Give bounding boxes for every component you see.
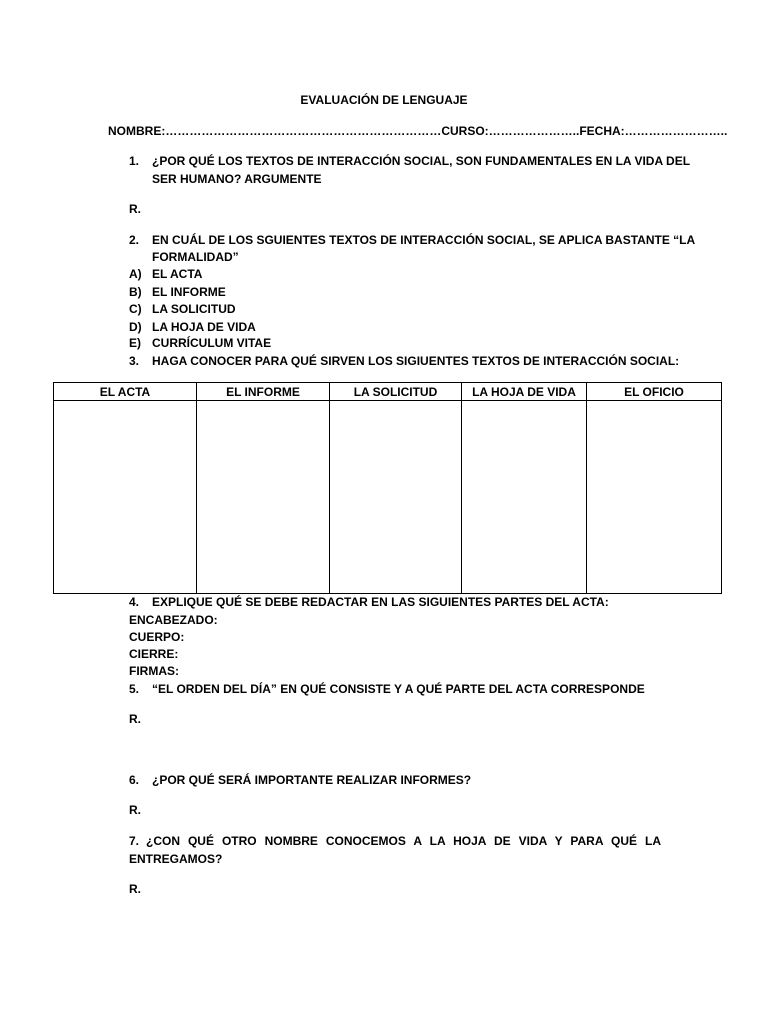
question-3-number: 3. — [129, 354, 140, 368]
option-d-letter: D) — [129, 320, 142, 334]
acta-part-encabezado: ENCABEZADO: — [129, 613, 218, 627]
table-answer-row — [54, 401, 722, 594]
option-b-letter: B) — [129, 285, 142, 299]
answer-cell[interactable] — [197, 401, 330, 594]
question-5-text: “EL ORDEN DEL DÍA” EN QUÉ CONSISTE Y A QUÉ PARTE DEL ACTA CORRESPONDE — [152, 682, 645, 696]
question-4-text: EXPLIQUE QUÉ SE DEBE REDACTAR EN LAS SIGUIENTES PARTES DEL ACTA: — [152, 595, 609, 609]
question-7-text-line-2: ENTREGAMOS? — [129, 852, 223, 866]
answer-cell[interactable] — [330, 401, 462, 594]
acta-part-cierre: CIERRE: — [129, 647, 179, 661]
answer-cell[interactable] — [587, 401, 722, 594]
answer-cell[interactable] — [54, 401, 197, 594]
acta-part-firmas: FIRMAS: — [129, 664, 179, 678]
option-e-letter: E) — [129, 336, 141, 350]
table-header-cell: EL ACTA — [54, 383, 197, 401]
question-6-text: ¿POR QUÉ SERÁ IMPORTANTE REALIZAR INFORMES? — [152, 773, 472, 787]
question-1-number: 1. — [129, 154, 140, 168]
question-2-text-line-2: FORMALIDAD” — [152, 250, 239, 264]
option-b-text: EL INFORME — [152, 285, 226, 299]
option-c-text: LA SOLICITUD — [152, 302, 236, 316]
acta-part-cuerpo: CUERPO: — [129, 630, 185, 644]
table-header-cell: LA HOJA DE VIDA — [462, 383, 587, 401]
option-a-letter: A) — [129, 267, 142, 281]
answer-cell[interactable] — [462, 401, 587, 594]
question-7-answer: R. — [129, 882, 141, 896]
question-4-number: 4. — [129, 595, 140, 609]
question-5-number: 5. — [129, 682, 140, 696]
question-7-text-line-1: ¿CON QUÉ OTRO NOMBRE CONOCEMOS A LA HOJA DE VIDA Y PARA QUÉ LA — [146, 834, 661, 848]
option-e-text: CURRÍCULUM VITAE — [152, 336, 272, 350]
table-header-cell: EL OFICIO — [587, 383, 722, 401]
student-info-line: NOMBRE:……………………………………………………………CURSO:…………………..FECHA:…………………….. — [108, 124, 728, 138]
question-3-text: HAGA CONOCER PARA QUÉ SIRVEN LOS SIGIUENTES TEXTOS DE INTERACCIÓN SOCIAL: — [152, 354, 680, 368]
document-title: EVALUACIÓN DE LENGUAJE — [300, 93, 468, 107]
table-header-cell: LA SOLICITUD — [330, 383, 462, 401]
table-header-cell: EL INFORME — [197, 383, 330, 401]
option-a-text: EL ACTA — [152, 267, 203, 281]
option-d-text: LA HOJA DE VIDA — [152, 320, 256, 334]
question-1-text-line-2: SER HUMANO? ARGUMENTE — [152, 172, 322, 186]
question-6-answer: R. — [129, 803, 141, 817]
interaction-texts-table — [53, 382, 722, 594]
question-5-answer: R. — [129, 712, 141, 726]
question-7-number: 7. — [129, 834, 140, 848]
option-c-letter: C) — [129, 302, 142, 316]
question-2-number: 2. — [129, 233, 140, 247]
question-6-number: 6. — [129, 773, 140, 787]
question-1-answer: R. — [129, 202, 141, 216]
question-1-text-line-1: ¿POR QUÉ LOS TEXTOS DE INTERACCIÓN SOCIAL, SON FUNDAMENTALES EN LA VIDA DEL — [152, 154, 691, 168]
table-header-row — [54, 383, 722, 401]
question-2-text-line-1: EN CUÁL DE LOS SGUIENTES TEXTOS DE INTERACCIÓN SOCIAL, SE APLICA BASTANTE “LA — [152, 233, 696, 247]
